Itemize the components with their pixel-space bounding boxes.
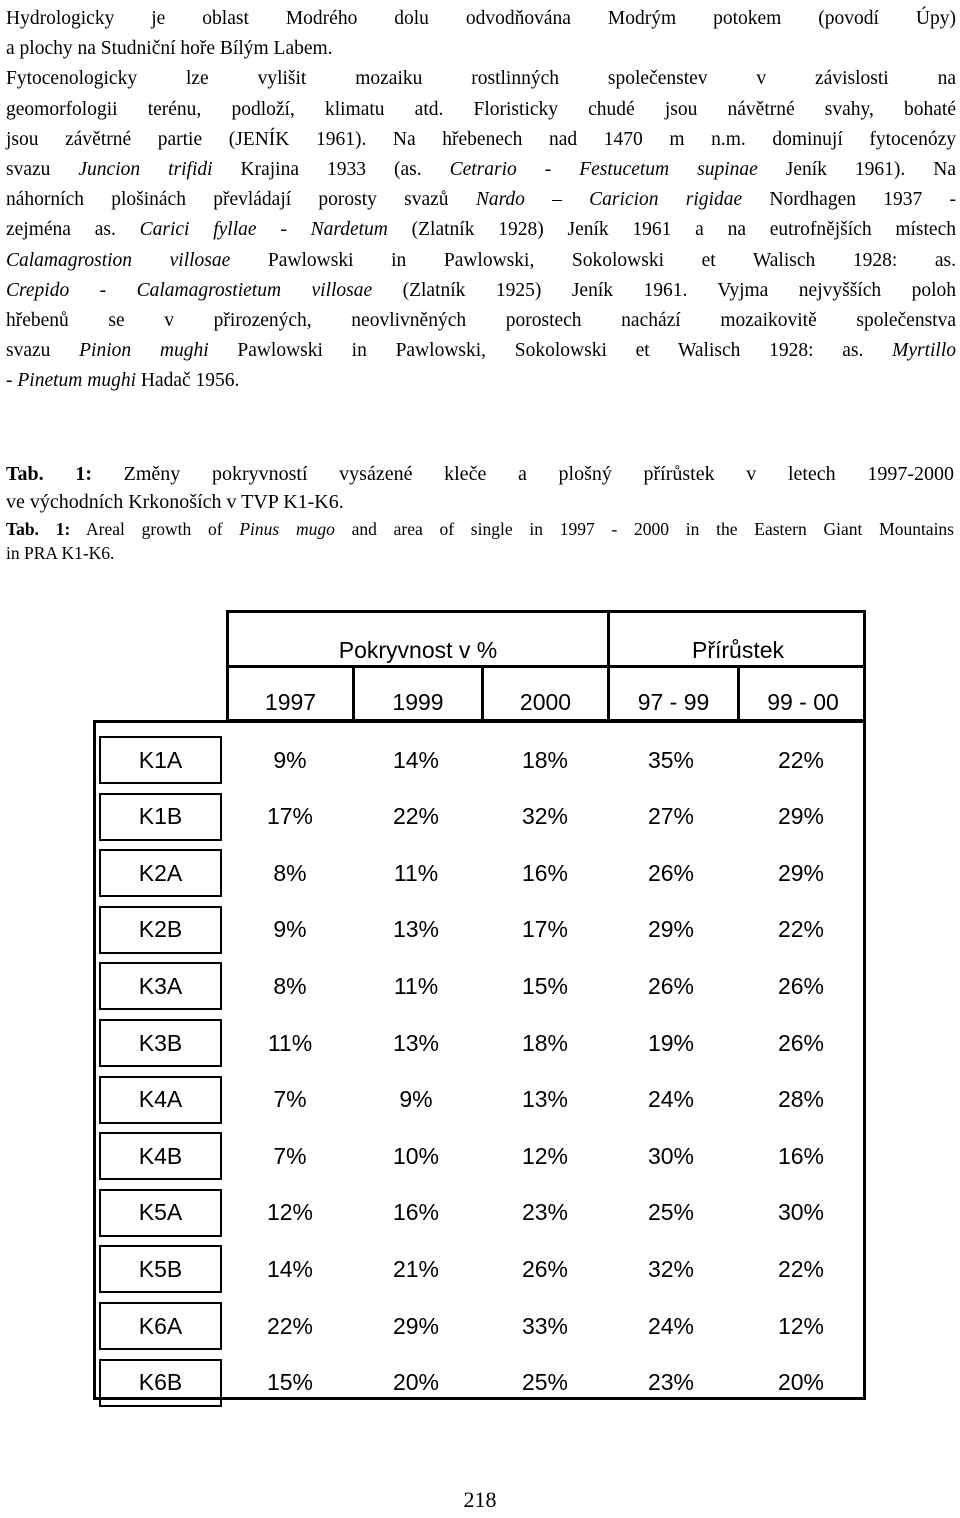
table-cell: 18% [521,1029,569,1056]
paragraph-line [6,155,956,185]
table-cell: 12% [266,1199,314,1226]
row-label: K1A [99,736,222,784]
text-run: hřebenů se v přirozených, neovlivněných porostech nachází mozaikovitě společenstva [6,309,956,331]
taxon-name: Crepido - Calamagrostietum villosae [6,279,373,301]
table-cell: 26% [647,859,695,886]
table-cell: 29% [392,1312,440,1339]
table-cell: 33% [521,1312,569,1339]
paragraph-line [6,215,956,245]
column-header: 1999 [392,688,444,715]
table-cell: 16% [521,859,569,886]
taxon-name: Cetrario - Festucetum supinae [449,158,758,180]
column-header: 2000 [519,688,572,715]
text-run: Pawlowski in Pawlowski, Sokolowski et Walisch 1928: as. [230,249,956,271]
table-cell: 29% [777,803,825,830]
table-cell: 24% [647,1312,695,1339]
taxon-name: Pinion mughi [79,340,209,362]
table-cell: 9% [273,746,307,773]
table-cell: 15% [266,1369,314,1396]
group-header-growth: Přírůstek [691,636,785,663]
table-cell: 13% [521,1086,569,1113]
column-header: 1997 [264,688,317,715]
taxon-name: Pinetum mughi [17,370,136,392]
text-run: Hydrologicky je oblast Modrého dolu odvodňována Modrým potokem (povodí Úpy) [6,8,956,29]
table-cell: 14% [392,746,440,773]
table-cell: 15% [521,972,569,999]
text-run: náhorních plošinách převládají porosty svazů [6,189,476,211]
row-label: K3A [99,962,222,1010]
paragraph-line [6,366,956,396]
row-label: K2A [99,849,222,897]
table-cell: 8% [273,972,307,999]
table-cell: 23% [647,1369,695,1396]
text-run: Jeník 1961). Na [757,158,957,180]
taxon-name: Nardo – Caricion rigidae [475,189,743,211]
table-cell: 11% [393,972,439,999]
text-run: svazu [6,340,80,362]
text-run: a plochy na Studniční hoře Bílým Labem. [6,38,333,60]
text-run: Krajina 1933 (as. [212,158,450,180]
table-cell: 14% [266,1255,314,1282]
table-cell: 25% [647,1199,695,1226]
text-run: Hadač 1956. [135,370,240,392]
taxon-name: Juncion trifidi [78,158,213,180]
table-cell: 22% [266,1312,314,1339]
taxon-name: Carici fyllae - Nardetum [139,219,388,241]
table-cell: 23% [521,1199,569,1226]
caption-label: Tab. [6,463,44,485]
table-cell: 29% [777,859,825,886]
table-cell: 12% [521,1142,569,1169]
table-cell: 7% [273,1142,307,1169]
page-number: 218 [463,1487,497,1512]
table-cell: 13% [392,916,440,943]
row-label: K4B [99,1132,222,1180]
table-cell: 22% [777,916,825,943]
taxon-name: Myrtillo [892,340,957,362]
table-cell: 25% [521,1369,569,1396]
text-run: Fytocenologicky lze vylišit mozaiku rostlinných společenstev v závislosti na [6,68,956,90]
table-cell: 17% [521,916,569,943]
column-header: 99 - 00 [767,688,839,715]
table-cell: 26% [521,1255,569,1282]
paragraph-line [6,336,956,366]
caption-number: 1: [75,463,92,485]
caption-text-2: ve východních Krkonoších v TVP K1-K6. [6,491,344,513]
table-cell: 9% [273,916,307,943]
table-cell: 32% [521,803,569,830]
table-cell: 11% [393,859,439,886]
table-cell: 8% [273,859,307,886]
table-cell: 26% [777,1029,825,1056]
paragraph-line [6,306,956,336]
paragraph-line [6,34,956,64]
table-cell: 12% [777,1312,825,1339]
caption-text-2: in PRA K1-K6. [6,543,115,563]
table-cell: 10% [392,1142,440,1169]
table-cell: 22% [392,803,440,830]
row-label: K6A [99,1302,222,1350]
caption-number: 1: [55,519,71,539]
text-run: Pawlowski in Pawlowski, Sokolowski et Walisch 1928: as. [208,340,893,362]
column-header: 97 - 99 [637,688,710,715]
text-run: svazu [6,158,79,180]
body-paragraph [6,4,956,396]
table-cell: 29% [647,916,695,943]
text-run: Nordhagen 1937 - [742,189,956,211]
table-cell: 24% [647,1086,695,1113]
row-label: K1B [99,793,222,841]
paragraph-line [6,4,956,34]
row-label: K2B [99,906,222,954]
paragraph-line [6,95,956,125]
table-cell: 20% [777,1369,825,1396]
row-label: K5B [99,1245,222,1293]
table-cell: 7% [273,1086,307,1113]
row-label: K4A [99,1076,222,1124]
table-cell: 21% [392,1255,440,1282]
table-cell: 35% [647,746,695,773]
table-cell: 9% [399,1086,433,1113]
row-label: K3B [99,1019,222,1067]
caption-text: Areal growth of [70,519,240,539]
table-cell: 19% [647,1029,695,1056]
text-run: (Zlatník 1928) Jeník 1961 a na eutrofnějších místech [387,219,956,241]
table-cell: 27% [647,803,695,830]
group-header-coverage: Pokryvnost v % [338,636,498,663]
species-name: Pinus mugo [239,519,335,539]
table-cell: 13% [392,1029,440,1056]
table-cell: 22% [777,746,825,773]
paragraph-line [6,276,956,306]
table-cell: 16% [392,1199,440,1226]
table-cell: 18% [521,746,569,773]
caption-label: Tab. [6,519,39,539]
paragraph-line [6,64,956,94]
paragraph-line [6,125,956,155]
caption-text: and area of single in 1997 - 2000 in the Eastern Giant Mountains [334,519,954,539]
text-run: geomorfologii terénu, podloží, klimatu atd. Floristicky chudé jsou návětrné svahy, bohaté [6,98,956,120]
row-label: K5A [99,1189,222,1237]
text-run: zejména as. [6,219,140,241]
caption-text: Změny pokryvností vysázené kleče a plošný přírůstek v letech 1997-2000 [91,463,955,485]
taxon-name: Calamagrostion villosae [6,249,231,271]
table-cell: 11% [267,1029,313,1056]
table-cell: 30% [647,1142,695,1169]
text-run: (Zlatník 1925) Jeník 1961. Vyjma nejvyšších poloh [372,279,956,301]
table-cell: 32% [647,1255,695,1282]
paragraph-line [6,185,956,215]
table-cell: 16% [777,1142,825,1169]
table-cell: 30% [777,1199,825,1226]
table-caption-english [6,517,954,565]
table-cell: 28% [777,1086,825,1113]
table-cell: 22% [777,1255,825,1282]
table-cell: 26% [777,972,825,999]
table-caption-czech [6,460,954,516]
table-cell: 20% [392,1369,440,1396]
text-run: - [6,370,18,392]
table-cell: 26% [647,972,695,999]
paragraph-line [6,246,956,276]
row-label: K6B [99,1359,222,1407]
table-cell: 17% [266,803,314,830]
text-run: jsou závětrné partie (JENÍK 1961). Na hřebenech nad 1470 m n.m. dominují fytocenózy [6,128,956,150]
